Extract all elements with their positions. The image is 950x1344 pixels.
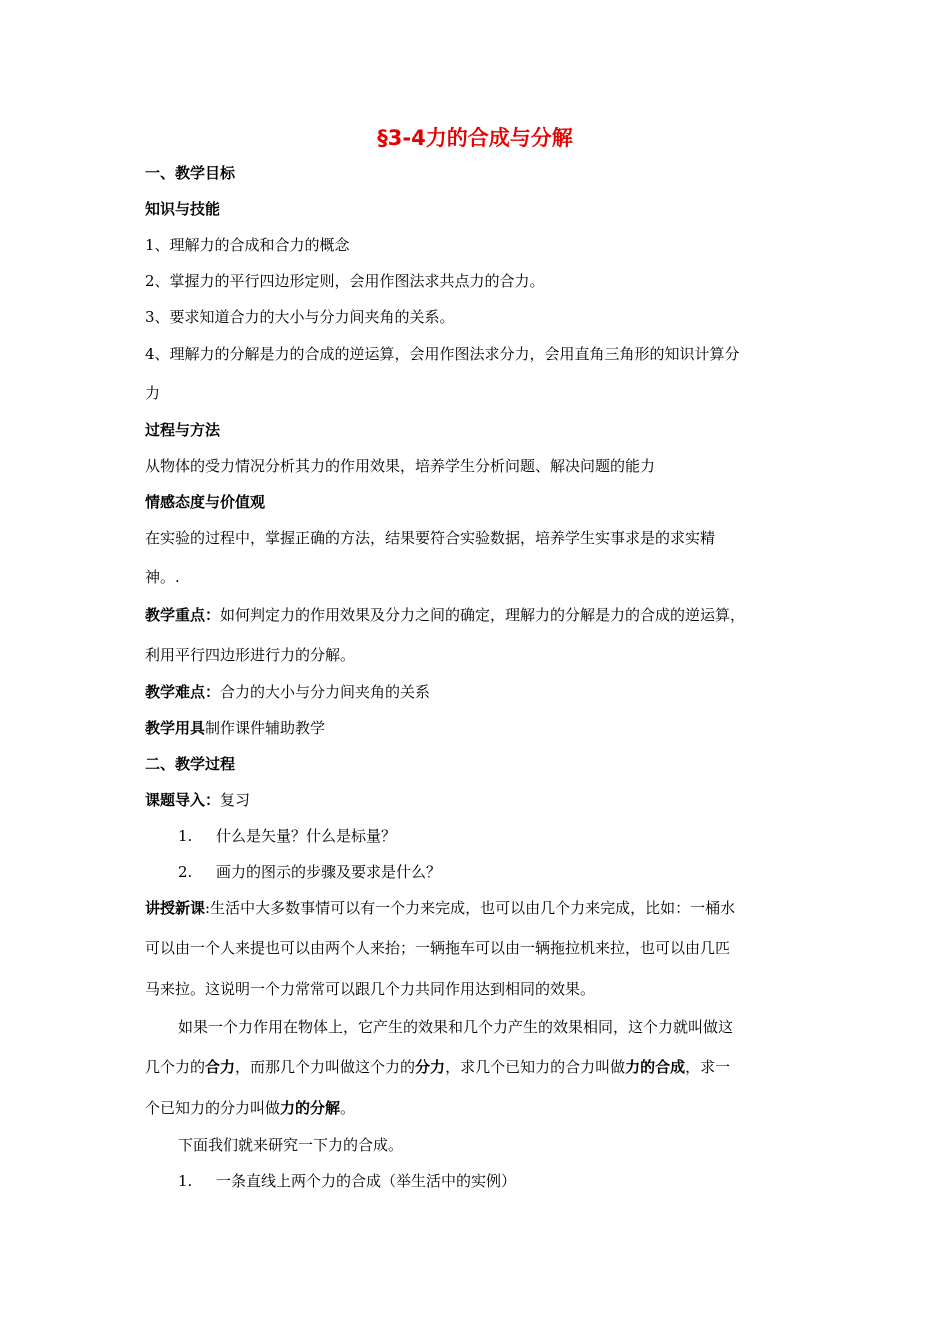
next-paragraph: 下面我们就来研究一下力的合成。	[178, 1136, 404, 1154]
definition-text-f: 。	[340, 1099, 356, 1117]
skills-item-4-cont: 力	[145, 384, 161, 402]
term-force-decomposition: 力的分解	[280, 1099, 341, 1117]
skills-item-1: 1、理解力的合成和合力的概念	[145, 236, 350, 254]
review-item-1-number: 1.	[178, 827, 193, 845]
difficulty	[145, 682, 815, 702]
intro	[145, 790, 815, 810]
definition-text-d: ，求一	[685, 1058, 731, 1076]
section2-heading: 二、教学过程	[145, 755, 236, 773]
review-item-1	[178, 826, 848, 846]
new-lesson-text-1: :生活中大多数事情可以有一个力来完成，也可以由几个力来完成，比如：一桶水	[205, 899, 736, 917]
definition-text-b: ，而那几个力叫做这个力的	[235, 1058, 416, 1076]
tools-label: 教学用具	[145, 719, 206, 737]
definition-line-1: 如果一个力作用在物体上，它产生的效果和几个力产生的效果相同，这个力就叫做这	[178, 1018, 734, 1036]
process-heading: 过程与方法	[145, 421, 221, 439]
key-points-label: 教学重点：	[145, 606, 221, 624]
key-points-line-2: 利用平行四边形进行力的分解。	[145, 646, 356, 664]
new-lesson-label: 讲授新课	[145, 899, 206, 917]
tools-text: 制作课件辅助教学	[205, 719, 326, 737]
topic-1-text: 一条直线上两个力的合成（举生活中的实例）	[216, 1172, 517, 1190]
section1-heading: 一、教学目标	[145, 164, 236, 182]
intro-label: 课题导入：	[145, 791, 221, 809]
new-lesson-line-3: 马来拉。这说明一个力常常可以跟几个力共同作用达到相同的效果。	[145, 980, 596, 998]
process-text: 从物体的受力情况分析其力的作用效果，培养学生分析问题、解决问题的能力	[145, 457, 656, 475]
definition-text-c: ，求几个已知力的合力叫做	[445, 1058, 626, 1076]
term-force-composition: 力的合成	[625, 1058, 686, 1076]
review-item-2	[178, 862, 848, 882]
review-item-2-text: 画力的图示的步骤及要求是什么？	[216, 863, 442, 881]
values-line-1: 在实验的过程中，掌握正确的方法，结果要符合实验数据，培养学生实事求是的求实精	[145, 529, 716, 547]
tools	[145, 718, 815, 738]
definition-text-a: 几个力的	[145, 1058, 206, 1076]
key-points-line-1: 如何判定力的作用效果及分力之间的确定，理解力的分解是力的合成的逆运算，	[220, 606, 746, 624]
topic-1-number: 1.	[178, 1172, 193, 1190]
values-line-2: 神。.	[145, 568, 180, 586]
skills-item-2: 2、掌握力的平行四边形定则，会用作图法求共点力的合力。	[145, 272, 545, 290]
definition-line-3	[145, 1098, 815, 1118]
new-lesson-line-2: 可以由一个人来提也可以由两个人来抬；一辆拖车可以由一辆拖拉机来拉，也可以由几匹	[145, 939, 731, 957]
new-lesson-line-1	[145, 898, 815, 918]
document-title: §3-4力的合成与分解	[377, 126, 573, 150]
skills-item-4: 4、理解力的分解是力的合成的逆运算，会用作图法求分力，会用直角三角形的知识计算分	[145, 345, 740, 363]
review-item-1-text: 什么是矢量？什么是标量？	[216, 827, 397, 845]
skills-heading: 知识与技能	[145, 200, 221, 218]
skills-item-3: 3、要求知道合力的大小与分力间夹角的关系。	[145, 308, 455, 326]
definition-text-e: 个已知力的分力叫做	[145, 1099, 281, 1117]
difficulty-text: 合力的大小与分力间夹角的关系	[220, 683, 431, 701]
review-item-2-number: 2.	[178, 863, 193, 881]
term-component-force: 分力	[415, 1058, 446, 1076]
definition-line-2	[145, 1057, 815, 1077]
intro-text: 复习	[220, 791, 251, 809]
topic-1	[178, 1171, 848, 1191]
key-points	[145, 605, 815, 625]
values-heading: 情感态度与价值观	[145, 493, 266, 511]
difficulty-label: 教学难点：	[145, 683, 221, 701]
term-resultant-force: 合力	[205, 1058, 236, 1076]
